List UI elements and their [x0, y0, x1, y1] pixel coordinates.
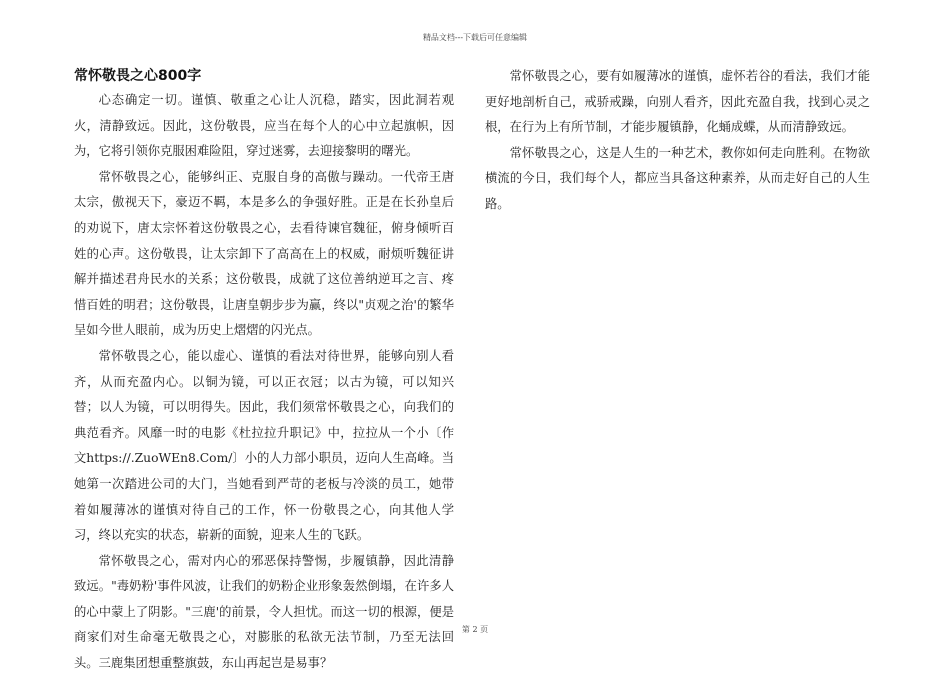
paragraph: 常怀敬畏之心，要有如履薄冰的谨慎，虚怀若谷的看法，我们才能更好地剖析自己，戒骄戒躁，向别人看齐，因此充盈自我，找到心灵之根，在行为上有所节制，才能步履镇静，化蛹成蝶，从而清静致远。 [485, 69, 870, 135]
page-header: 精品文档---下载后可任意编辑 [422, 33, 528, 42]
paragraph: 心态确定一切。谨慎、敬重之心让人沉稳，踏实，因此洞若观火，清静致远。因此，这份敬畏，应当在每个人的心中立起旗帜，因为，它将引领你克服困难险阻，穿过迷雾，去迎接黎明的曙光。 [74, 93, 454, 159]
paragraph: 常怀敬畏之心，需对内心的邪恶保持警惕，步履镇静，因此清静致远。"毒奶粉'事件风波，让我们的奶粉企业形象轰然倒塌，在许多人的心中蒙上了阴影。"三鹿'的前景，令人担忧。而这一切的根源，便是商家们对生命毫无敬畏之心，对膨胀的私欲无法节制，乃至无法回头。三鹿集团想重整旗鼓，东山再起岂是易事？ [74, 553, 454, 671]
left-column [74, 64, 454, 677]
right-column [485, 64, 870, 218]
document-title: 常怀敬畏之心800字 [74, 68, 202, 84]
paragraph: 常怀敬畏之心，这是人生的一种艺术，教你如何走向胜利。在物欲横流的今日，我们每个人，都应当具备这种素养，从而走好自己的人生路。 [485, 145, 870, 211]
page-number: 第 2 页 [461, 625, 489, 634]
paragraph: 常怀敬畏之心，能够纠正、克服自身的高傲与躁动。一代帝王唐太宗，傲视天下，豪迈不羁，本是多么的争强好胜。正是在长孙皇后的劝说下，唐太宗怀着这份敬畏之心，去看待谏官魏征，俯身倾听百姓的心声。这份敬畏，让太宗卸下了高高在上的权威，耐烦听魏征讲解并描述君舟民水的关系；这份敬畏，成就了这位善纳逆耳之言、疼惜百姓的明君；这份敬畏，让唐皇朝步步为赢，终以"贞观之治'的繁华呈如今世人眼前，成为历史上熠熠的闪光点。 [74, 169, 454, 338]
paragraph: 常怀敬畏之心，能以虚心、谨慎的看法对待世界，能够向别人看齐，从而充盈内心。以铜为镜，可以正衣冠；以古为镜，可以知兴替；以人为镜，可以明得失。因此，我们须常怀敬畏之心，向我们的典范看齐。风靡一时的电影《杜拉拉升职记》中，拉拉从一个小〔作文https://.ZuoWEn8.Com/〕小的人力部小职员，迈向人生高峰。当她第一次踏进公司的大门，当她看到严苛的老板与冷淡的员工，她带着如履薄冰的谨慎对待自己的工作，怀一份敬畏之心，向其他人学习，终以充实的状态，崭新的面貌，迎来人生的飞跃。 [74, 348, 454, 543]
